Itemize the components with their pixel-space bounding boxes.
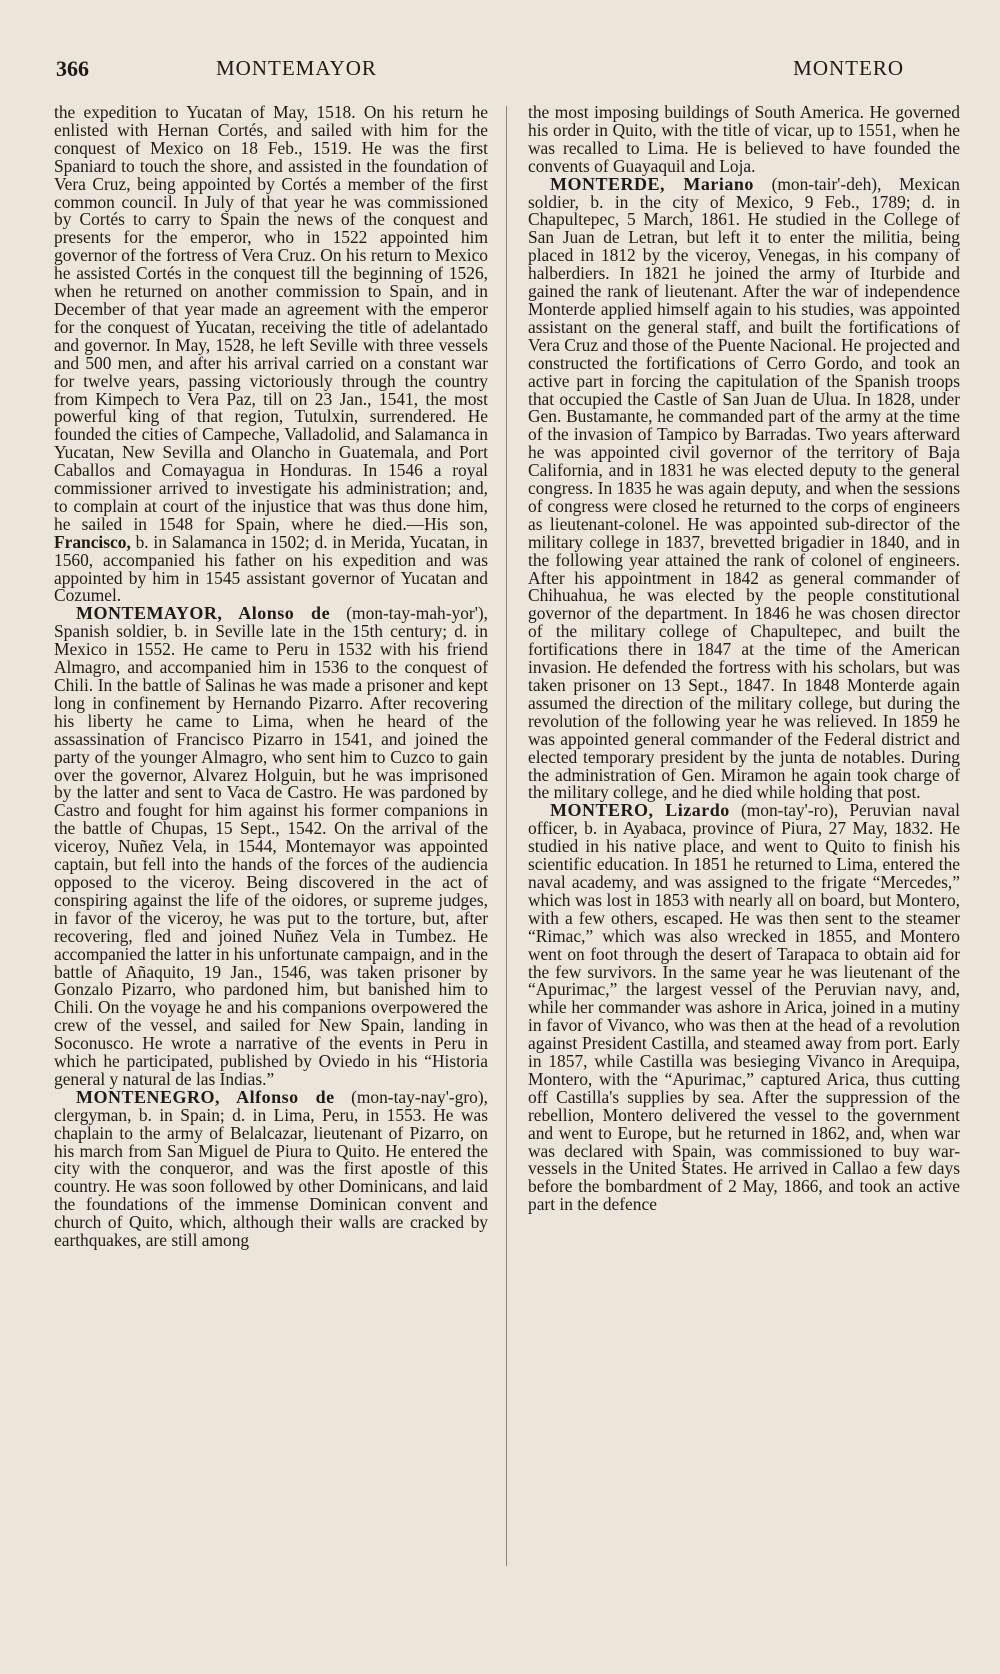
entry-headword: MONTERO, Lizardo <box>550 800 730 821</box>
entry-headword: MONTENEGRO, Alfonso de <box>76 1086 335 1107</box>
son-name: Francisco, <box>54 531 131 552</box>
continued-entry-text: the expedition to Yucatan of May, 1518. On his return he enlisted with Hernan Cortés, and sailed with him for the conquest of Mexico on 18 Feb., 1519. He was the first Spaniard to touch the shore, and assisted in the foundation of Vera Cruz, being appointed by Cortés a member of the first common council. In July of that year he was commissioned by Cortés to carry to Spain the news of the conquest and presents for the emperor, who in 1522 appointed him governor of the fortress of Vera Cruz. On his return to Mexico he assisted Cortés in the conquest till the beginning of 1526, when he returned on another commission to Spain, and in December of that year made an agreement with the emperor for the conquest of Yucatan, receiving the title of adelantado and governor. In May, 1528, he left Seville with three vessels and 500 men, and after his arrival carried on a constant war for twelve years, passing victoriously through the country from Kimpech to Vera Paz, till on 23 Jan., 1541, the most powerful king of that region, Tutulxin, surrendered. He founded the cities of Campeche, Valladolid, and Salamanca in Yucatan, New Sevilla and Olancho in Guatemala, and Port Caballos and Comayagua in Honduras. In 1546 a royal commissioner arrived to investigate his administration; and, to complain at court of the injustice that was thus done him, he sailed in 1548 for Spain, where he died.—His son, Francisco, b. in Salamanca in 1502; d. in Merida, Yucatan, in 1560, accompanied his father on his expedition and was appointed by him in 1545 assistant governor of Yucatan and Cozumel. <box>54 104 488 606</box>
left-column <box>54 104 488 1644</box>
entry-body: (mon-tay-mah-yor'), Spanish soldier, b. in Seville late in the 15th century; d. in Mexico in 1552. He came to Peru in 1532 with his friend Almagro, and accompanied him in 1536 to the conquest of Chili. In the battle of Salinas he was made a prisoner and kept long in confinement by Hernando Pizarro. After recovering his liberty he came to Lima, when he heard of the assassination of Francisco Pizarro in 1541, and joined the party of the younger Almagro, who sent him to Cuzco to gain over the governor, Alvarez Holguin, but he was imprisoned by the latter and sent to Vaca de Castro. He was pardoned by Castro and fought for him against his former companions in the battle of Chupas, 15 Sept., 1542. On the arrival of the viceroy, Nuñez Vela, in 1544, Montemayor was appointed captain, but fell into the hands of the forces of the audiencia opposed to the viceroy. Being discovered in the act of conspiring against the life of the oidores, or supreme judges, in favor of the viceroy, he was put to the torture, but, after recovering, fled and joined Nuñez Vela in Tumbez. He accompanied the latter in his unfortunate campaign, and in the battle of Añaquito, 19 Jan., 1546, was taken prisoner by Gonzalo Pizarro, who pardoned him, but banished him to Chili. On the voyage he and his companions overpowered the crew of the vessel, and sailed for New Spain, landing in Soconusco. He wrote a narrative of the events in Peru in which he participated, published by Oviedo in his “Historia general y natural de las Indias.” <box>54 603 488 1089</box>
page-number: 366 <box>56 56 89 81</box>
entry-body: (mon-tair'-deh), Mexican soldier, b. in the city of Mexico, 9 Feb., 1789; d. in Chapultepec, 5 March, 1861. He studied in the College of San Juan de Letran, but left it to enter the militia, being placed in 1812 by the viceroy, Venegas, in his company of halberdiers. In 1821 he joined the army of Iturbide and gained the rank of lieutenant. After the war of independence Monterde applied himself again to his studies, was appointed assistant on the general staff, and built the fortifications of Vera Cruz and those of the Puente Nacional. He projected and constructed the fortifications of Cerro Gordo, and took an active part in forcing the capitulation of the Spanish troops that occupied the Castle of San Juan de Ulua. In 1828, under Gen. Bustamante, he commanded part of the army at the time of the invasion of Tampico by Barradas. Two years afterward he was appointed civil governor of the territory of Baja California, and in 1831 he was elected deputy to the general congress. In 1835 he was again deputy, and when the sessions of congress were closed he returned to the corps of engineers as lieutenant-colonel. He was appointed sub-director of the military college in 1837, brevetted brigadier in 1840, and in the following year attained the rank of colonel of engineers. After his appointment in 1842 as general commander of Chihuahua, he was elected by the people constitutional governor of the department. In 1846 he was chosen director of the military college of Chapultepec, and built the fortifications there in 1847 at the time of the American invasion. He defended the fortress with his scholars, but was taken prisoner on 13 Sept., 1847. In 1848 Monterde again assumed the direction of the military college, but during the revolution of the following year he was relieved. In 1859 he was appointed general commander of the Federal district and elected temporary president by the junta de notables. During the administration of Gen. Miramon he again took charge of the military college, and he died while holding that post. <box>528 173 960 803</box>
entry-body: (mon-tay-nay'-gro), clergyman, b. in Spain; d. in Lima, Peru, in 1553. He was chaplain to the army of Belalcazar, lieutenant of Pizarro, on his march from San Miguel de Piura to Quito. He entered the city with the conqueror, and was the first apostle of this country. He was soon followed by other Dominicans, and laid the foundations of the immense Dominican convent and church of Quito, which, although their walls are cracked by earthquakes, are still among <box>54 1086 488 1251</box>
right-running-head: MONTERO <box>793 56 904 80</box>
column-divider <box>506 106 507 1566</box>
continued-entry-text: the most imposing buildings of South America. He governed his order in Quito, with the title of vicar, up to 1551, when he was recalled to Lima. He is believed to have founded the convents of Guayaquil and Loja. <box>528 104 960 176</box>
left-running-head: MONTEMAYOR <box>216 56 377 80</box>
entry-montero <box>528 802 960 1214</box>
page-header <box>56 56 944 90</box>
entry-headword: MONTERDE, Mariano <box>550 173 754 194</box>
entry-montemayor-alonso <box>54 605 488 1088</box>
entry-monterde <box>528 173 960 803</box>
entry-headword: MONTEMAYOR, Alonso de <box>76 603 331 624</box>
entry-body: (mon-tay'-ro), Peruvian naval officer, b. in Ayabaca, province of Piura, 27 May, 1832. He studied in his native place, and went to Quito to finish his scientific education. In 1851 he returned to Lima, entered the naval academy, and was assigned to the frigate “Mercedes,” which was lost in 1853 with nearly all on board, but Montero, with a few others, escaped. He was then sent to the steamer “Rimac,” which was also wrecked in 1855, and Montero went on foot through the desert of Tarapaca to obtain aid for the few survivors. In the same year he was lieutenant of the “Apurimac,” the largest vessel of the Peruvian navy, and, while her commander was ashore in Arica, joined in a mutiny in favor of Vivanco, who was then at the head of a revolution against President Castilla, and steamed away from port. Early in 1857, while Castilla was besieging Vivanco in Arequipa, Montero, with the “Apurimac,” captured Arica, thus cutting off Castilla's supplies by sea. After the suppression of the rebellion, Montero delivered the vessel to the government and went to Europe, but he returned in 1862, and, when war was declared with Spain, was commissioned to buy war-vessels in the United States. He arrived in Callao a few days before the bombardment of 2 May, 1866, and took an active part in the defence <box>528 800 960 1215</box>
entry-montenegro <box>54 1086 488 1251</box>
right-column <box>528 104 960 1644</box>
